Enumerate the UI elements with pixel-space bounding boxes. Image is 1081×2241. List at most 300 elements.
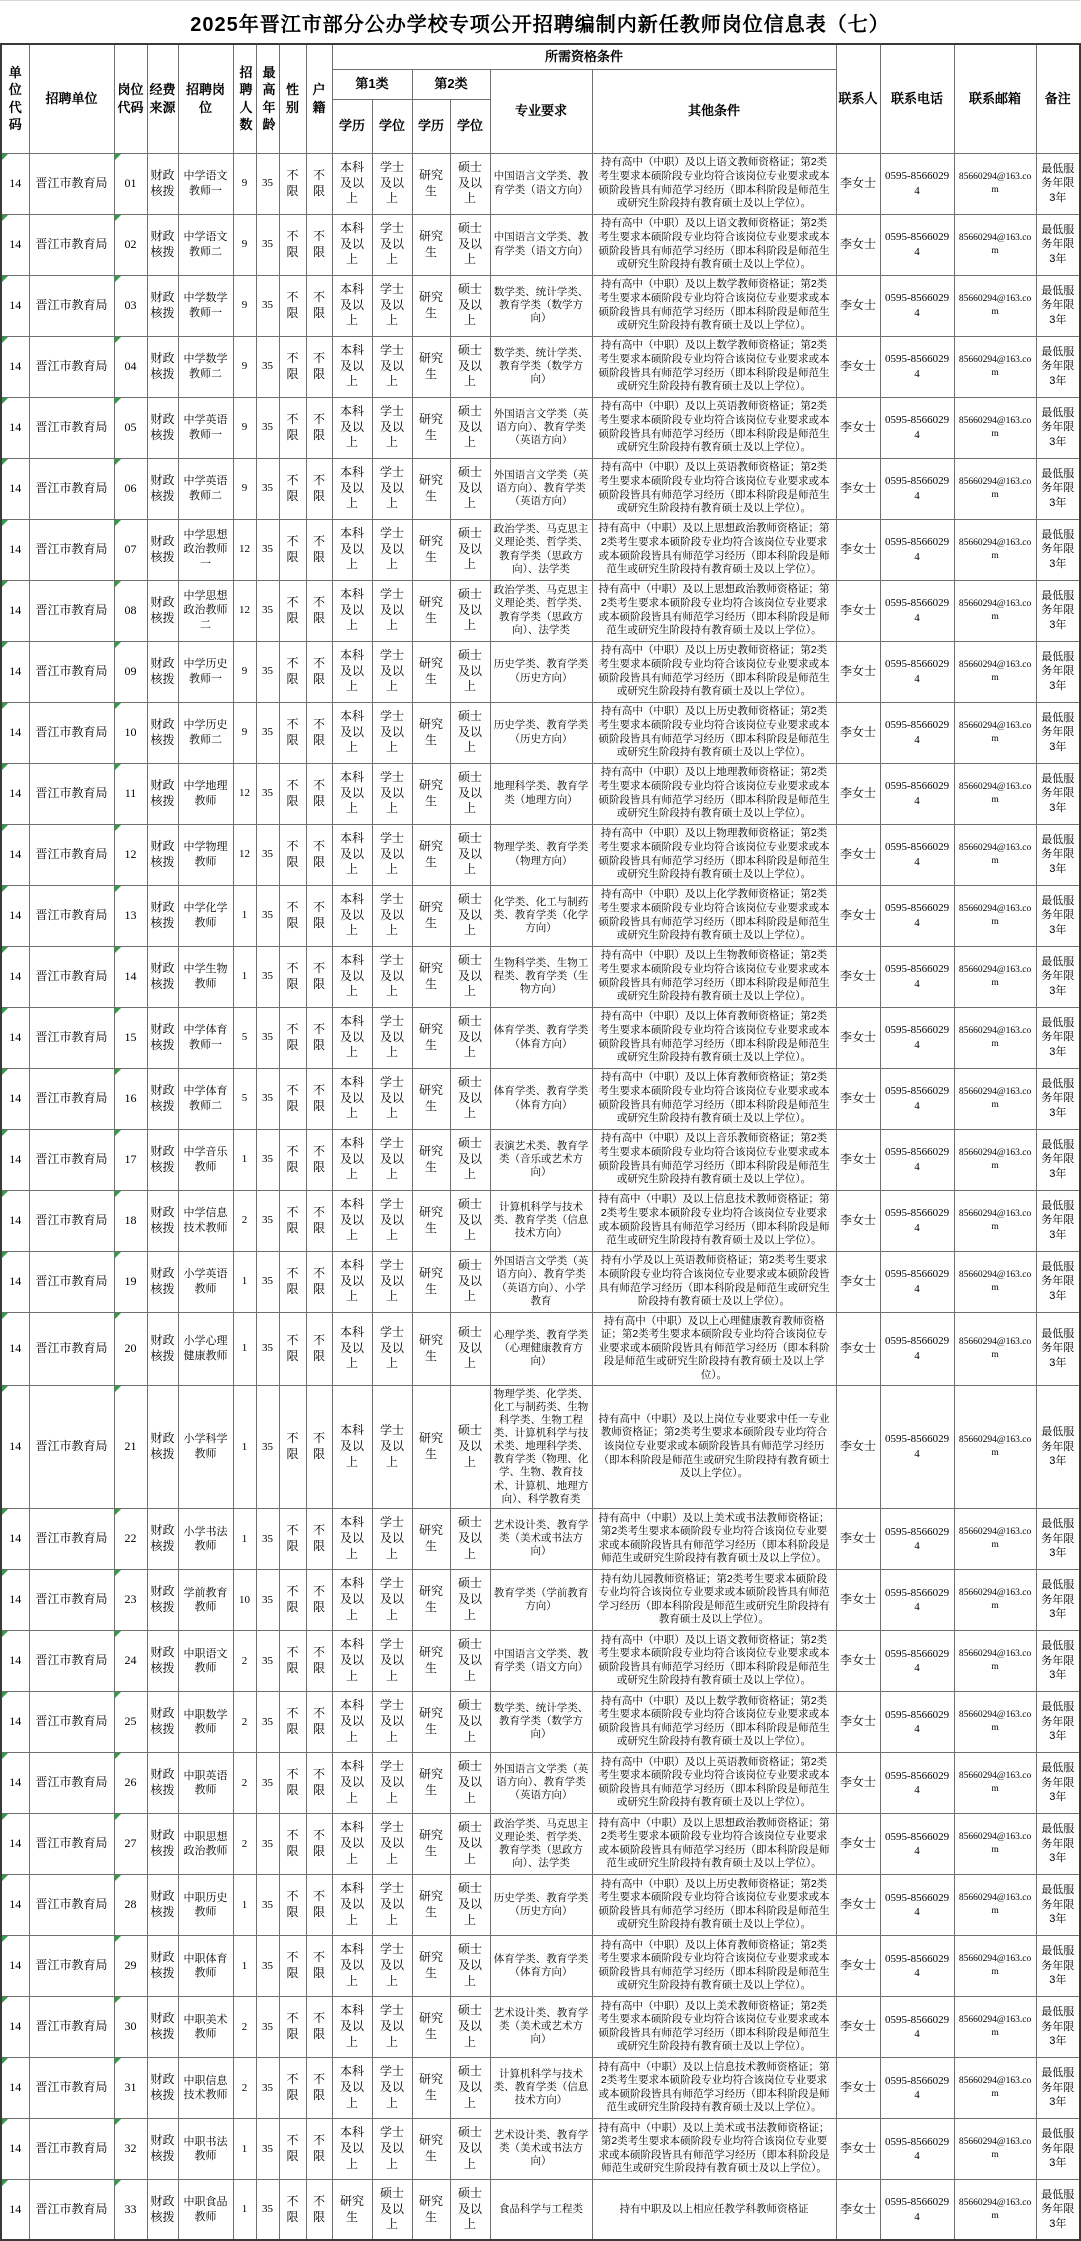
cell-unit: 晋江市教育局 — [29, 1996, 114, 2057]
cell-edu1: 本科及以上 — [332, 1129, 372, 1190]
cell-other: 持有高中（中职）及以上英语教师资格证；第2类考生要求本硕阶段专业均符合该岗位专业要求或本硕阶段皆具有师范学习经历（即本科阶段是师范生或研究生阶段持有教育硕士及以上学位）。 — [592, 1752, 836, 1813]
cell-contact: 李女士 — [836, 641, 880, 702]
cell-email: 85660294@163.com — [954, 885, 1036, 946]
cell-email: 85660294@163.com — [954, 2179, 1036, 2240]
cell-other: 持有小学及以上英语教师资格证；第2类考生要求本硕阶段专业均符合该岗位专业要求或本硕阶段皆具有师范学习经历（即本科阶段是师范生或研究生阶段持有教育硕士及以上学位）。 — [592, 1251, 836, 1312]
cell-age: 35 — [256, 1251, 279, 1312]
cell-hukou: 不限 — [306, 1691, 332, 1752]
cell-edu2: 研究生 — [412, 885, 450, 946]
cell-num: 9 — [233, 458, 256, 519]
cell-deg2: 硕士及以上 — [450, 2179, 490, 2240]
cell-code: 26 — [114, 1752, 147, 1813]
cell-edu1: 本科及以上 — [332, 824, 372, 885]
cell-hukou: 不限 — [306, 153, 332, 214]
cell-major: 历史学类、教育学类（历史方向） — [490, 641, 592, 702]
cell-num: 1 — [233, 2118, 256, 2179]
cell-note: 最低服务年限3年 — [1036, 1813, 1080, 1874]
cell-code: 07 — [114, 519, 147, 580]
cell-deg1: 学士及以上 — [372, 1190, 412, 1251]
cell-email: 85660294@163.com — [954, 1190, 1036, 1251]
cell-note: 最低服务年限3年 — [1036, 1752, 1080, 1813]
cell-deg2: 硕士及以上 — [450, 1190, 490, 1251]
cell-funding: 财政核拨 — [147, 1996, 178, 2057]
cell-code: 23 — [114, 1569, 147, 1630]
cell-contact: 李女士 — [836, 1813, 880, 1874]
cell-phone: 0595-85660294 — [880, 1251, 954, 1312]
cell-email: 85660294@163.com — [954, 2118, 1036, 2179]
cell-gender: 不限 — [279, 275, 306, 336]
cell-other: 持有幼儿园教师资格证；第2类考生要求本硕阶段专业均符合该岗位专业要求或本硕阶段皆具有师范学习经历（即本科阶段是师范生或研究生阶段持有教育硕士及以上学位）。 — [592, 1569, 836, 1630]
col-header-note: 备注 — [1036, 44, 1080, 153]
cell-contact: 李女士 — [836, 397, 880, 458]
cell-phone: 0595-85660294 — [880, 763, 954, 824]
cell-code: 18 — [114, 1190, 147, 1251]
cell-unit_code: 14 — [1, 336, 29, 397]
cell-unit: 晋江市教育局 — [29, 1752, 114, 1813]
cell-other: 持有高中（中职）及以上心理健康教育教师资格证；第2类考生要求本硕阶段专业均符合该岗位专业要求或本硕阶段皆具有师范学习经历（即本科阶段是师范生或研究生阶段持有教育硕士及以上学位）。 — [592, 1312, 836, 1385]
cell-email: 85660294@163.com — [954, 1874, 1036, 1935]
cell-num: 1 — [233, 1935, 256, 1996]
cell-code: 28 — [114, 1874, 147, 1935]
cell-num: 10 — [233, 1569, 256, 1630]
cell-num: 1 — [233, 2179, 256, 2240]
cell-edu1: 本科及以上 — [332, 763, 372, 824]
cell-note: 最低服务年限3年 — [1036, 702, 1080, 763]
cell-num: 5 — [233, 1007, 256, 1068]
cell-phone: 0595-85660294 — [880, 336, 954, 397]
cell-major: 外国语言文学类（英语方向）、教育学类（英语方向） — [490, 397, 592, 458]
cell-funding: 财政核拨 — [147, 336, 178, 397]
cell-other: 持有高中（中职）及以上物理教师资格证；第2类考生要求本硕阶段专业均符合该岗位专业要求或本硕阶段皆具有师范学习经历（即本科阶段是师范生或研究生阶段持有教育硕士及以上学位）。 — [592, 824, 836, 885]
table-row — [1, 763, 1080, 824]
cell-post: 中学化学教师 — [178, 885, 233, 946]
table-row — [1, 1874, 1080, 1935]
table-row — [1, 641, 1080, 702]
cell-note: 最低服务年限3年 — [1036, 1569, 1080, 1630]
cell-note: 最低服务年限3年 — [1036, 336, 1080, 397]
cell-hukou: 不限 — [306, 275, 332, 336]
cell-gender: 不限 — [279, 1935, 306, 1996]
cell-num: 9 — [233, 214, 256, 275]
cell-note: 最低服务年限3年 — [1036, 214, 1080, 275]
cell-contact: 李女士 — [836, 1385, 880, 1508]
cell-other: 持有中职及以上相应任教学科教师资格证 — [592, 2179, 836, 2240]
col-header-num: 招聘人数 — [233, 44, 256, 153]
cell-email: 85660294@163.com — [954, 1068, 1036, 1129]
cell-unit: 晋江市教育局 — [29, 2118, 114, 2179]
cell-code: 12 — [114, 824, 147, 885]
cell-code: 15 — [114, 1007, 147, 1068]
cell-age: 35 — [256, 824, 279, 885]
cell-gender: 不限 — [279, 641, 306, 702]
cell-phone: 0595-85660294 — [880, 1508, 954, 1569]
cell-code: 11 — [114, 763, 147, 824]
cell-deg1: 学士及以上 — [372, 2057, 412, 2118]
cell-deg2: 硕士及以上 — [450, 1874, 490, 1935]
cell-post: 中职美术教师 — [178, 1996, 233, 2057]
cell-phone: 0595-85660294 — [880, 2118, 954, 2179]
cell-unit: 晋江市教育局 — [29, 641, 114, 702]
cell-deg2: 硕士及以上 — [450, 336, 490, 397]
cell-edu2: 研究生 — [412, 153, 450, 214]
cell-note: 最低服务年限3年 — [1036, 153, 1080, 214]
cell-edu2: 研究生 — [412, 1569, 450, 1630]
cell-age: 35 — [256, 214, 279, 275]
cell-note: 最低服务年限3年 — [1036, 2057, 1080, 2118]
cell-major: 化学类、化工与制药类、教育学类（化学方向） — [490, 885, 592, 946]
cell-edu2: 研究生 — [412, 1630, 450, 1691]
cell-hukou: 不限 — [306, 1813, 332, 1874]
cell-age: 35 — [256, 885, 279, 946]
cell-edu2: 研究生 — [412, 946, 450, 1007]
cell-unit: 晋江市教育局 — [29, 946, 114, 1007]
cell-deg2: 硕士及以上 — [450, 1691, 490, 1752]
cell-num: 2 — [233, 1630, 256, 1691]
cell-edu1: 本科及以上 — [332, 2118, 372, 2179]
cell-num: 9 — [233, 336, 256, 397]
cell-age: 35 — [256, 1996, 279, 2057]
col-header-age: 最高年龄 — [256, 44, 279, 153]
table-row — [1, 1312, 1080, 1385]
cell-code: 08 — [114, 580, 147, 641]
cell-post: 中职数学教师 — [178, 1691, 233, 1752]
cell-deg1: 学士及以上 — [372, 1996, 412, 2057]
table-row — [1, 1007, 1080, 1068]
cell-hukou: 不限 — [306, 1190, 332, 1251]
cell-unit_code: 14 — [1, 519, 29, 580]
cell-edu2: 研究生 — [412, 1385, 450, 1508]
cell-edu1: 本科及以上 — [332, 1630, 372, 1691]
cell-major: 政治学类、马克思主义理论类、哲学类、教育学类（思政方向）、法学类 — [490, 519, 592, 580]
cell-gender: 不限 — [279, 1691, 306, 1752]
cell-edu1: 本科及以上 — [332, 580, 372, 641]
cell-edu2: 研究生 — [412, 702, 450, 763]
cell-contact: 李女士 — [836, 1569, 880, 1630]
cell-major: 体育学类、教育学类（体育方向） — [490, 1007, 592, 1068]
cell-edu2: 研究生 — [412, 336, 450, 397]
cell-edu2: 研究生 — [412, 519, 450, 580]
cell-contact: 李女士 — [836, 1752, 880, 1813]
cell-edu1: 本科及以上 — [332, 641, 372, 702]
col-group-category2: 第2类 — [412, 69, 490, 99]
cell-contact: 李女士 — [836, 519, 880, 580]
cell-unit: 晋江市教育局 — [29, 1630, 114, 1691]
cell-edu2: 研究生 — [412, 763, 450, 824]
cell-funding: 财政核拨 — [147, 702, 178, 763]
cell-deg2: 硕士及以上 — [450, 885, 490, 946]
cell-edu2: 研究生 — [412, 1935, 450, 1996]
cell-other: 持有高中（中职）及以上历史教师资格证；第2类考生要求本硕阶段专业均符合该岗位专业要求或本硕阶段皆具有师范学习经历（即本科阶段是师范生或研究生阶段持有教育硕士及以上学位）。 — [592, 702, 836, 763]
cell-deg2: 硕士及以上 — [450, 275, 490, 336]
cell-edu2: 研究生 — [412, 1508, 450, 1569]
table-body — [1, 153, 1080, 2240]
cell-deg1: 学士及以上 — [372, 275, 412, 336]
cell-phone: 0595-85660294 — [880, 824, 954, 885]
cell-major: 数学类、统计学类、教育学类（数学方向） — [490, 336, 592, 397]
cell-major: 物理学类、教育学类（物理方向） — [490, 824, 592, 885]
cell-post: 中职语文教师 — [178, 1630, 233, 1691]
cell-hukou: 不限 — [306, 1630, 332, 1691]
cell-email: 85660294@163.com — [954, 1129, 1036, 1190]
cell-contact: 李女士 — [836, 275, 880, 336]
cell-post: 中学体育教师二 — [178, 1068, 233, 1129]
cell-funding: 财政核拨 — [147, 458, 178, 519]
cell-major: 政治学类、马克思主义理论类、哲学类、教育学类（思政方向）、法学类 — [490, 1813, 592, 1874]
cell-hukou: 不限 — [306, 1569, 332, 1630]
cell-contact: 李女士 — [836, 1129, 880, 1190]
table-row — [1, 1630, 1080, 1691]
cell-code: 13 — [114, 885, 147, 946]
cell-note: 最低服务年限3年 — [1036, 2179, 1080, 2240]
cell-major: 地理科学类、教育学类（地理方向） — [490, 763, 592, 824]
col-header-unit: 招聘单位 — [29, 44, 114, 153]
cell-phone: 0595-85660294 — [880, 2057, 954, 2118]
cell-contact: 李女士 — [836, 580, 880, 641]
cell-phone: 0595-85660294 — [880, 1385, 954, 1508]
cell-note: 最低服务年限3年 — [1036, 1508, 1080, 1569]
cell-phone: 0595-85660294 — [880, 641, 954, 702]
cell-hukou: 不限 — [306, 397, 332, 458]
cell-other: 持有高中（中职）及以上语文教师资格证；第2类考生要求本硕阶段专业均符合该岗位专业要求或本硕阶段皆具有师范学习经历（即本科阶段是师范生或研究生阶段持有教育硕士及以上学位）。 — [592, 153, 836, 214]
col-header-degree2: 学位 — [450, 99, 490, 153]
cell-note: 最低服务年限3年 — [1036, 885, 1080, 946]
cell-post: 学前教育教师 — [178, 1569, 233, 1630]
cell-edu2: 研究生 — [412, 1068, 450, 1129]
cell-post: 中学物理教师 — [178, 824, 233, 885]
table-row — [1, 397, 1080, 458]
cell-hukou: 不限 — [306, 336, 332, 397]
table-row — [1, 336, 1080, 397]
cell-hukou: 不限 — [306, 824, 332, 885]
cell-hukou: 不限 — [306, 885, 332, 946]
cell-gender: 不限 — [279, 580, 306, 641]
cell-gender: 不限 — [279, 946, 306, 1007]
cell-edu2: 研究生 — [412, 2118, 450, 2179]
cell-post: 中学信息技术教师 — [178, 1190, 233, 1251]
cell-hukou: 不限 — [306, 1874, 332, 1935]
cell-deg1: 学士及以上 — [372, 458, 412, 519]
cell-deg2: 硕士及以上 — [450, 1251, 490, 1312]
cell-age: 35 — [256, 1874, 279, 1935]
cell-contact: 李女士 — [836, 824, 880, 885]
cell-deg2: 硕士及以上 — [450, 641, 490, 702]
cell-gender: 不限 — [279, 1007, 306, 1068]
cell-gender: 不限 — [279, 1630, 306, 1691]
table-row — [1, 885, 1080, 946]
cell-edu2: 研究生 — [412, 1874, 450, 1935]
cell-other: 持有高中（中职）及以上历史教师资格证；第2类考生要求本硕阶段专业均符合该岗位专业要求或本硕阶段皆具有师范学习经历（即本科阶段是师范生或研究生阶段持有教育硕士及以上学位）。 — [592, 1874, 836, 1935]
cell-post: 小学英语教师 — [178, 1251, 233, 1312]
cell-other: 持有高中（中职）及以上体育教师资格证；第2类考生要求本硕阶段专业均符合该岗位专业要求或本硕阶段皆具有师范学习经历（即本科阶段是师范生或研究生阶段持有教育硕士及以上学位）。 — [592, 1068, 836, 1129]
cell-other: 持有高中（中职）及以上美术或书法教师资格证；第2类考生要求本硕阶段专业均符合该岗位专业要求或本硕阶段皆具有师范学习经历（即本科阶段是师范生或研究生阶段持有教育硕士及以上学位）。 — [592, 2118, 836, 2179]
cell-age: 35 — [256, 1385, 279, 1508]
cell-gender: 不限 — [279, 885, 306, 946]
cell-gender: 不限 — [279, 763, 306, 824]
cell-edu1: 本科及以上 — [332, 885, 372, 946]
cell-phone: 0595-85660294 — [880, 1007, 954, 1068]
cell-deg2: 硕士及以上 — [450, 1569, 490, 1630]
cell-deg1: 学士及以上 — [372, 702, 412, 763]
cell-email: 85660294@163.com — [954, 519, 1036, 580]
cell-unit: 晋江市教育局 — [29, 1691, 114, 1752]
cell-deg1: 学士及以上 — [372, 885, 412, 946]
cell-email: 85660294@163.com — [954, 1312, 1036, 1385]
cell-email: 85660294@163.com — [954, 1508, 1036, 1569]
cell-post: 中学英语教师二 — [178, 458, 233, 519]
cell-phone: 0595-85660294 — [880, 458, 954, 519]
cell-num: 9 — [233, 397, 256, 458]
cell-other: 持有高中（中职）及以上信息技术教师资格证；第2类考生要求本硕阶段专业均符合该岗位专业要求或本硕阶段皆具有师范学习经历（即本科阶段是师范生或研究生阶段持有教育硕士及以上学位）。 — [592, 1190, 836, 1251]
cell-major: 外国语言文学类（英语方向）、教育学类（英语方向） — [490, 458, 592, 519]
cell-major: 生物科学类、生物工程类、教育学类（生物方向） — [490, 946, 592, 1007]
cell-age: 35 — [256, 2118, 279, 2179]
table-row — [1, 1569, 1080, 1630]
cell-edu2: 研究生 — [412, 2179, 450, 2240]
cell-deg1: 硕士及以上 — [372, 2179, 412, 2240]
table-row — [1, 275, 1080, 336]
cell-age: 35 — [256, 1935, 279, 1996]
table-row — [1, 1251, 1080, 1312]
cell-funding: 财政核拨 — [147, 1569, 178, 1630]
cell-edu2: 研究生 — [412, 1996, 450, 2057]
cell-phone: 0595-85660294 — [880, 1129, 954, 1190]
cell-unit: 晋江市教育局 — [29, 885, 114, 946]
cell-unit_code: 14 — [1, 458, 29, 519]
cell-note: 最低服务年限3年 — [1036, 275, 1080, 336]
cell-code: 21 — [114, 1385, 147, 1508]
cell-unit_code: 14 — [1, 946, 29, 1007]
cell-code: 05 — [114, 397, 147, 458]
cell-gender: 不限 — [279, 1569, 306, 1630]
col-header-edu1: 学历 — [332, 99, 372, 153]
cell-unit: 晋江市教育局 — [29, 1251, 114, 1312]
cell-other: 持有高中（中职）及以上美术或书法教师资格证；第2类考生要求本硕阶段专业均符合该岗位专业要求或本硕阶段皆具有师范学习经历（即本科阶段是师范生或研究生阶段持有教育硕士及以上学位）。 — [592, 1508, 836, 1569]
table-row — [1, 2118, 1080, 2179]
cell-other: 持有高中（中职）及以上英语教师资格证；第2类考生要求本硕阶段专业均符合该岗位专业要求或本硕阶段皆具有师范学习经历（即本科阶段是师范生或研究生阶段持有教育硕士及以上学位）。 — [592, 458, 836, 519]
cell-code: 03 — [114, 275, 147, 336]
cell-deg1: 学士及以上 — [372, 1508, 412, 1569]
cell-phone: 0595-85660294 — [880, 519, 954, 580]
cell-deg2: 硕士及以上 — [450, 1068, 490, 1129]
cell-age: 35 — [256, 1630, 279, 1691]
cell-post: 中学音乐教师 — [178, 1129, 233, 1190]
cell-phone: 0595-85660294 — [880, 885, 954, 946]
cell-unit: 晋江市教育局 — [29, 1935, 114, 1996]
cell-note: 最低服务年限3年 — [1036, 2118, 1080, 2179]
cell-num: 12 — [233, 580, 256, 641]
cell-deg1: 学士及以上 — [372, 336, 412, 397]
cell-deg1: 学士及以上 — [372, 1385, 412, 1508]
cell-edu2: 研究生 — [412, 1813, 450, 1874]
cell-contact: 李女士 — [836, 1251, 880, 1312]
cell-contact: 李女士 — [836, 946, 880, 1007]
cell-unit: 晋江市教育局 — [29, 458, 114, 519]
cell-unit_code: 14 — [1, 153, 29, 214]
cell-note: 最低服务年限3年 — [1036, 1190, 1080, 1251]
cell-funding: 财政核拨 — [147, 397, 178, 458]
cell-phone: 0595-85660294 — [880, 1190, 954, 1251]
cell-unit: 晋江市教育局 — [29, 214, 114, 275]
cell-unit: 晋江市教育局 — [29, 702, 114, 763]
cell-code: 25 — [114, 1691, 147, 1752]
cell-post: 中职信息技术教师 — [178, 2057, 233, 2118]
cell-edu2: 研究生 — [412, 1251, 450, 1312]
cell-major: 体育学类、教育学类（体育方向） — [490, 1068, 592, 1129]
cell-unit: 晋江市教育局 — [29, 1007, 114, 1068]
cell-unit_code: 14 — [1, 1129, 29, 1190]
cell-other: 持有高中（中职）及以上信息技术教师资格证；第2类考生要求本硕阶段专业均符合该岗位专业要求或本硕阶段皆具有师范学习经历（即本科阶段是师范生或研究生阶段持有教育硕士及以上学位）。 — [592, 2057, 836, 2118]
cell-post: 中学地理教师 — [178, 763, 233, 824]
cell-num: 1 — [233, 1251, 256, 1312]
cell-funding: 财政核拨 — [147, 763, 178, 824]
table-row — [1, 2179, 1080, 2240]
cell-hukou: 不限 — [306, 1251, 332, 1312]
cell-num: 5 — [233, 1068, 256, 1129]
cell-code: 22 — [114, 1508, 147, 1569]
cell-hukou: 不限 — [306, 1996, 332, 2057]
cell-deg1: 学士及以上 — [372, 1752, 412, 1813]
cell-unit: 晋江市教育局 — [29, 824, 114, 885]
cell-num: 1 — [233, 1508, 256, 1569]
cell-major: 历史学类、教育学类（历史方向） — [490, 1874, 592, 1935]
col-header-edu2: 学历 — [412, 99, 450, 153]
cell-unit_code: 14 — [1, 1190, 29, 1251]
cell-contact: 李女士 — [836, 1068, 880, 1129]
cell-unit: 晋江市教育局 — [29, 580, 114, 641]
cell-gender: 不限 — [279, 1129, 306, 1190]
cell-post: 中学思想政治教师二 — [178, 580, 233, 641]
cell-major: 政治学类、马克思主义理论类、哲学类、教育学类（思政方向）、法学类 — [490, 580, 592, 641]
table-row — [1, 1068, 1080, 1129]
cell-deg1: 学士及以上 — [372, 214, 412, 275]
cell-major: 物理学类、化学类、化工与制药类、生物科学类、生物工程类、计算机科学与技术类、地理科学类、教育学类（物理、化学、生物、教育技术、计算机、地理方向）、科学教育类 — [490, 1385, 592, 1508]
table-row — [1, 1385, 1080, 1508]
cell-edu1: 本科及以上 — [332, 1007, 372, 1068]
cell-major: 教育学类（学前教育方向） — [490, 1569, 592, 1630]
cell-unit_code: 14 — [1, 275, 29, 336]
cell-email: 85660294@163.com — [954, 702, 1036, 763]
cell-post: 中学历史教师一 — [178, 641, 233, 702]
cell-hukou: 不限 — [306, 2057, 332, 2118]
cell-unit_code: 14 — [1, 763, 29, 824]
cell-major: 艺术设计类、教育学类（美术或书法方向） — [490, 2118, 592, 2179]
cell-gender: 不限 — [279, 458, 306, 519]
cell-deg1: 学士及以上 — [372, 397, 412, 458]
cell-phone: 0595-85660294 — [880, 1630, 954, 1691]
cell-unit: 晋江市教育局 — [29, 763, 114, 824]
cell-edu1: 本科及以上 — [332, 275, 372, 336]
cell-edu2: 研究生 — [412, 1129, 450, 1190]
cell-unit_code: 14 — [1, 2179, 29, 2240]
cell-post: 中学数学教师一 — [178, 275, 233, 336]
cell-major: 心理学类、教育学类（心理健康教育方向） — [490, 1312, 592, 1385]
cell-note: 最低服务年限3年 — [1036, 1996, 1080, 2057]
cell-deg1: 学士及以上 — [372, 519, 412, 580]
cell-post: 中学英语教师一 — [178, 397, 233, 458]
col-header-email: 联系邮箱 — [954, 44, 1036, 153]
cell-age: 35 — [256, 1569, 279, 1630]
cell-gender: 不限 — [279, 702, 306, 763]
cell-funding: 财政核拨 — [147, 1752, 178, 1813]
cell-code: 16 — [114, 1068, 147, 1129]
cell-phone: 0595-85660294 — [880, 1569, 954, 1630]
cell-code: 04 — [114, 336, 147, 397]
col-header-funding: 经费来源 — [147, 44, 178, 153]
cell-edu1: 本科及以上 — [332, 1996, 372, 2057]
cell-hukou: 不限 — [306, 641, 332, 702]
cell-other: 持有高中（中职）及以上思想政治教师资格证；第2类考生要求本硕阶段专业均符合该岗位专业要求或本硕阶段皆具有师范学习经历（即本科阶段是师范生或研究生阶段持有教育硕士及以上学位）。 — [592, 519, 836, 580]
cell-funding: 财政核拨 — [147, 1935, 178, 1996]
